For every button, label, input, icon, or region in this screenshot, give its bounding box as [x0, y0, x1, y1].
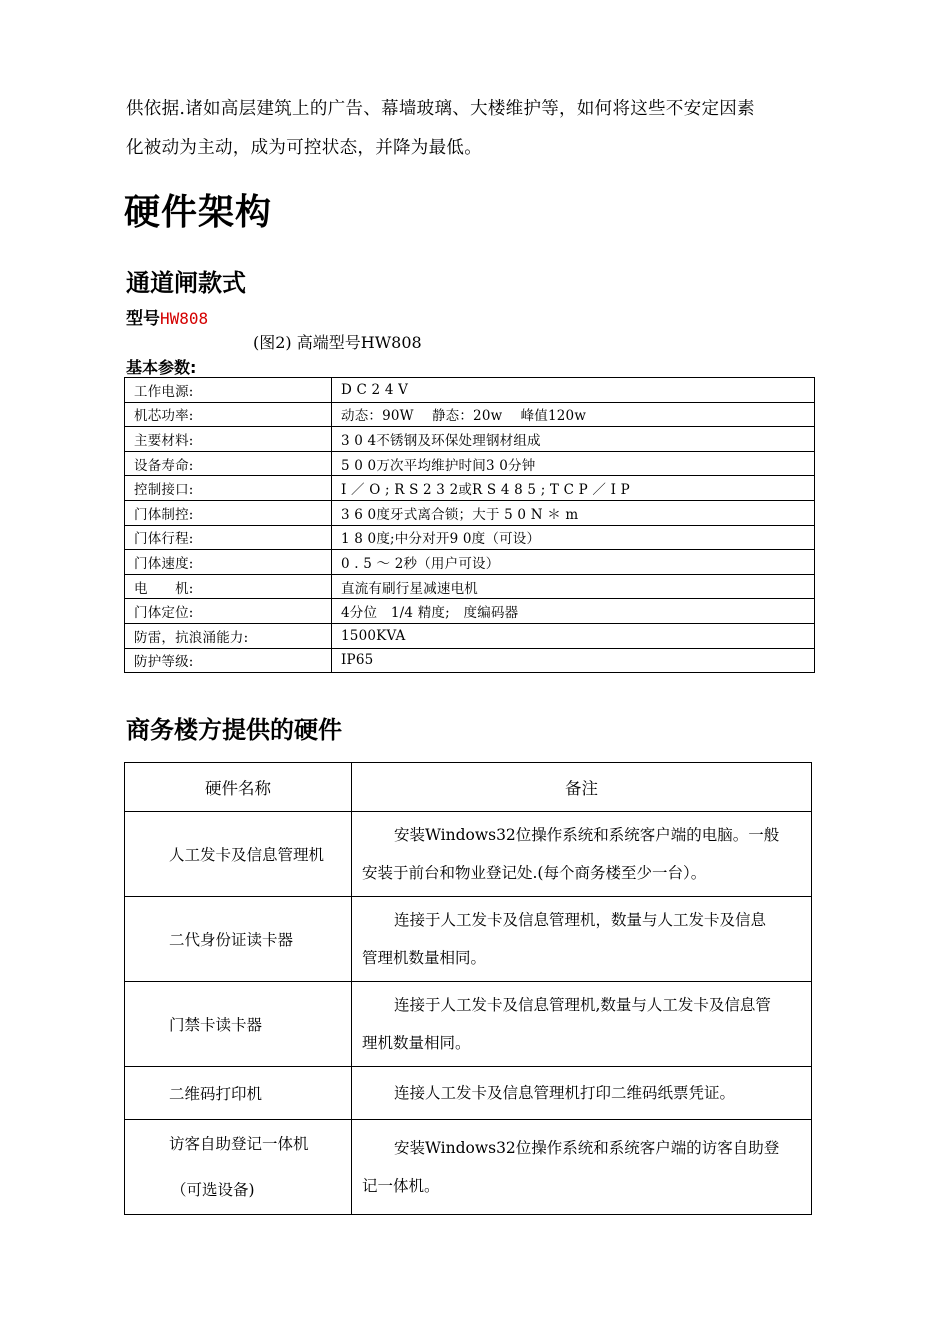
- note-line-1: 连接于人工发卡及信息管理机,数量与人工发卡及信息管: [394, 996, 771, 1014]
- param-key: 控制接口:: [125, 476, 332, 501]
- note-line-2: 安装于前台和物业登记处.(每个商务楼至少一台）。: [362, 864, 707, 882]
- param-key: 防雷，抗浪涌能力:: [125, 623, 332, 648]
- hardware-name-note: （可选设备): [171, 1181, 255, 1199]
- intro-paragraph: [126, 90, 826, 168]
- note-line-1: 连接于人工发卡及信息管理机，数量与人工发卡及信息: [394, 911, 767, 929]
- hardware-name: 访客自助登记一体机: [169, 1135, 309, 1153]
- figure-caption: (图2) 高端型号HW808: [253, 333, 422, 352]
- param-key: 门体行程:: [125, 525, 332, 550]
- hardware-name: 二维码打印机: [125, 1067, 352, 1120]
- param-value: 0 . 5 ～ 2秒（用户可设）: [332, 550, 815, 575]
- param-key: 门体速度:: [125, 550, 332, 575]
- table-row: [125, 1067, 812, 1120]
- table-row: [125, 378, 815, 403]
- param-key: 门体定位:: [125, 599, 332, 624]
- param-value: 1 8 0度;中分对开9 0度（可设）: [332, 525, 815, 550]
- table-row: [125, 525, 815, 550]
- table-row: [125, 897, 812, 982]
- param-value: 5 0 0万次平均维护时间3 0分钟: [332, 451, 815, 476]
- param-value: I ／ O ; R S 2 3 2或R S 4 8 5 ; T C P ／ I P: [332, 476, 815, 501]
- model-prefix: 型号: [126, 309, 160, 329]
- table-header-row: [125, 763, 812, 812]
- param-key: 工作电源:: [125, 378, 332, 403]
- hardware-table: [124, 762, 812, 1215]
- intro-line-2: 化被动为主动，成为可控状态，并降为最低。: [126, 138, 482, 158]
- table-row: [125, 1120, 812, 1215]
- note-line-2: 管理机数量相同。: [362, 949, 487, 967]
- table-row: [125, 812, 812, 897]
- table-row: [125, 574, 815, 599]
- param-value: IP65: [332, 648, 815, 673]
- param-key: 设备寿命:: [125, 451, 332, 476]
- basic-params-label: 基本参数:: [126, 358, 197, 377]
- table-row: [125, 500, 815, 525]
- param-key: 机芯功率:: [125, 402, 332, 427]
- param-value: 3 6 0度牙式离合锁；大于 5 0 N ＊ m: [332, 500, 815, 525]
- param-key: 主要材料:: [125, 427, 332, 452]
- model-line: [126, 304, 208, 329]
- hardware-name-cell: [125, 1120, 352, 1215]
- hardware-name: 人工发卡及信息管理机: [125, 812, 352, 897]
- hardware-name: 门禁卡读卡器: [125, 982, 352, 1067]
- model-code: HW808: [160, 309, 209, 328]
- hardware-note: [352, 982, 812, 1067]
- note-line-2: 记一体机。: [362, 1177, 440, 1195]
- param-key: 门体制控:: [125, 500, 332, 525]
- param-value: 3 0 4不锈钢及环保处理钢材组成: [332, 427, 815, 452]
- param-key: 电 机:: [125, 574, 332, 599]
- param-value: D C 2 4 V: [332, 378, 815, 403]
- param-value: 4分位 1/4 精度; 度编码器: [332, 599, 815, 624]
- note-line-2: 理机数量相同。: [362, 1034, 471, 1052]
- heading-building-hardware: 商务楼方提供的硬件: [126, 716, 342, 744]
- table-row: [125, 623, 815, 648]
- heading-gate-style: 通道闸款式: [126, 269, 246, 297]
- param-key: 防护等级:: [125, 648, 332, 673]
- heading-hardware-architecture: 硬件架构: [124, 192, 273, 233]
- hardware-note: [352, 1067, 812, 1120]
- table-row: [125, 402, 815, 427]
- param-value: 直流有刷行星减速电机: [332, 574, 815, 599]
- note-line-1: 连接人工发卡及信息管理机打印二维码纸票凭证。: [394, 1084, 736, 1102]
- params-table: [124, 377, 815, 673]
- table-row: [125, 550, 815, 575]
- table-row: [125, 451, 815, 476]
- hardware-note: [352, 1120, 812, 1215]
- header-note: 备注: [352, 763, 812, 812]
- table-row: [125, 982, 812, 1067]
- table-row: [125, 427, 815, 452]
- table-row: [125, 476, 815, 501]
- param-value: 1500KVA: [332, 623, 815, 648]
- intro-line-1: 供依据.诸如高层建筑上的广告、幕墙玻璃、大楼维护等，如何将这些不安定因素: [126, 99, 755, 119]
- table-row: [125, 648, 815, 673]
- hardware-name: 二代身份证读卡器: [125, 897, 352, 982]
- note-line-1: 安装Windows32位操作系统和系统客户端的访客自助登: [394, 1139, 780, 1157]
- header-hardware-name: 硬件名称: [125, 763, 352, 812]
- hardware-note: [352, 897, 812, 982]
- param-value: 动态：90W 静态：20w 峰值120w: [332, 402, 815, 427]
- hardware-note: [352, 812, 812, 897]
- table-row: [125, 599, 815, 624]
- note-line-1: 安装Windows32位操作系统和系统客户端的电脑。一般: [394, 826, 780, 844]
